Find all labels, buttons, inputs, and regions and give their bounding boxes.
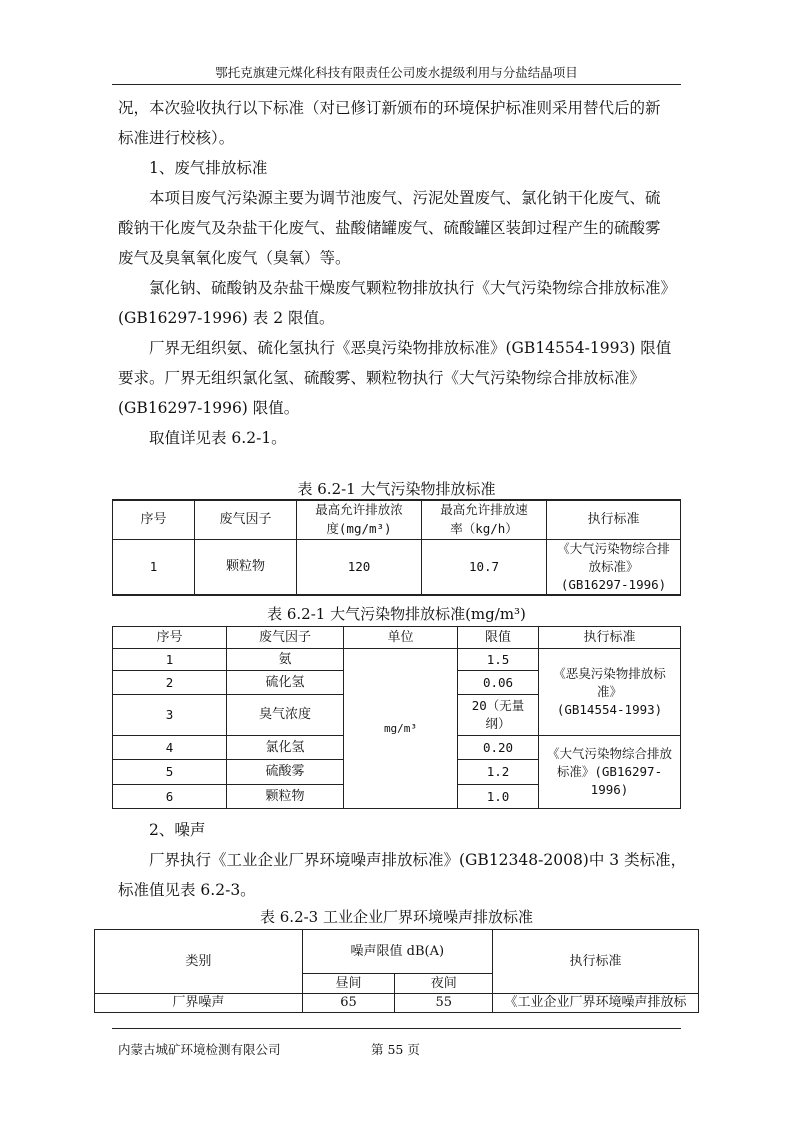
table-air-emission-boundary	[112, 626, 681, 809]
cell-line: (GB16297-1996)	[560, 577, 667, 592]
cell-limit: 1.2	[458, 760, 539, 785]
cell-line: 《大气污染物综合排	[557, 541, 670, 556]
cell-line: 纲）	[485, 716, 511, 731]
cell-unit: mg/m³	[344, 649, 458, 809]
th-standard: 执行标准	[547, 500, 681, 540]
cell-rate: 10.7	[422, 540, 547, 596]
table3-caption: 表 6.2-3 工业企业厂界环境噪声排放标准	[259, 908, 533, 926]
table2-caption: 表 6.2-1 大气污染物排放标准(mg/m³)	[267, 605, 526, 623]
cell-conc: 120	[297, 540, 422, 596]
cell-factor: 氨	[227, 649, 344, 671]
cell-line: (GB14554-1993)	[556, 702, 663, 717]
text-line: 厂界无组织氨、硫化氢执行《恶臭污染物排放标准》(GB14554-1993) 限值	[149, 339, 672, 357]
header-divider	[112, 84, 681, 85]
text-line: 标准进行校核）。	[118, 129, 235, 147]
th-limit: 限值	[458, 627, 539, 649]
cell-limit: 0.06	[458, 671, 539, 695]
th-no: 序号	[113, 627, 227, 649]
th-concentration	[297, 500, 422, 540]
cell-no: 5	[113, 760, 227, 785]
th-unit: 单位	[344, 627, 458, 649]
text-line: 要求。厂界无组织氯化氢、硫酸雾、颗粒物执行《大气污染物综合排放标准》	[118, 369, 646, 387]
paragraph-noise	[118, 815, 687, 905]
cell-no: 2	[113, 671, 227, 695]
text-line: 厂界执行《工业企业厂界环境噪声排放标准》(GB12348-2008)中 3 类标准，	[149, 851, 687, 869]
cell-limit: 0.20	[458, 736, 539, 760]
cell-no: 1	[113, 540, 195, 596]
cell-category: 厂界噪声	[95, 994, 303, 1013]
table-header-row	[95, 930, 699, 974]
section-heading-exhaust: 1、废气排放标准	[149, 159, 268, 177]
th-line: 度(mg/m³)	[326, 521, 392, 536]
table-air-emission-organized	[112, 499, 681, 596]
cell-no: 3	[113, 695, 227, 736]
cell-standard: 《工业企业厂界环境噪声排放标	[493, 994, 699, 1013]
cell-no: 4	[113, 736, 227, 760]
text-line: 废气及臭氧氧化废气（臭氧）等。	[118, 249, 351, 267]
cell-standard-air	[539, 736, 681, 809]
text-line: (GB16297-1996) 限值。	[118, 399, 300, 417]
cell-line: 《恶臭污染物排放标准》	[553, 666, 666, 699]
th-factor: 废气因子	[227, 627, 344, 649]
text-line: 本项目废气污染源主要为调节池废气、污泥处置废气、氯化钠干化废气、硫	[149, 189, 661, 207]
text-line: (GB16297-1996) 表 2 限值。	[118, 309, 335, 327]
text-line: 氯化钠、硫酸钠及杂盐干燥废气颗粒物排放执行《大气污染物综合排放标准》	[149, 279, 677, 297]
cell-factor: 硫酸雾	[227, 760, 344, 785]
cell-line: 标准》(GB16297-1996)	[556, 764, 663, 797]
th-night: 夜间	[395, 974, 493, 994]
cell-factor: 颗粒物	[195, 540, 297, 596]
th-rate	[422, 500, 547, 540]
cell-limit	[458, 695, 539, 736]
cell-no: 1	[113, 649, 227, 671]
cell-line: 放标准》	[588, 559, 639, 574]
cell-day: 65	[302, 994, 395, 1013]
paragraph-intro	[118, 93, 684, 453]
cell-factor: 氯化氢	[227, 736, 344, 760]
page-number: 第 55 页	[371, 1042, 420, 1057]
th-standard: 执行标准	[493, 930, 699, 994]
th-line: 率（kg/h）	[450, 521, 518, 536]
th-category: 类别	[95, 930, 303, 994]
footer-company: 内蒙古城矿环境检测有限公司	[118, 1042, 281, 1057]
page-header-title: 鄂托克旗建元煤化科技有限责任公司废水提级利用与分盐结晶项目	[215, 65, 578, 80]
table-noise-standard	[94, 929, 699, 1013]
cell-factor: 硫化氢	[227, 671, 344, 695]
cell-standard	[547, 540, 681, 596]
table-header-row	[113, 500, 681, 540]
text-line: 标准值见表 6.2-3。	[118, 881, 256, 899]
cell-factor: 颗粒物	[227, 785, 344, 809]
section-heading-noise: 2、噪声	[149, 821, 206, 839]
cell-line: 20（无量	[471, 698, 525, 713]
table-row	[113, 649, 681, 671]
th-no: 序号	[113, 500, 195, 540]
table-row	[95, 994, 699, 1013]
th-standard: 执行标准	[539, 627, 681, 649]
th-noise-limit: 噪声限值 dB(A)	[302, 930, 492, 974]
text-line: 况，本次验收执行以下标准（对已修订新颁布的环境保护标准则采用替代后的新	[118, 99, 661, 117]
cell-line: 《大气污染物综合排放	[546, 746, 672, 761]
text-line: 取值详见表 6.2-1。	[149, 429, 287, 447]
th-line: 最高允许排放速	[440, 502, 528, 517]
th-factor: 废气因子	[195, 500, 297, 540]
table1-caption: 表 6.2-1 大气污染物排放标准	[297, 480, 496, 498]
cell-limit: 1.0	[458, 785, 539, 809]
table-row	[113, 540, 681, 596]
table-header-row	[113, 627, 681, 649]
footer-divider	[112, 1028, 681, 1029]
cell-limit: 1.5	[458, 649, 539, 671]
cell-standard-odor	[539, 649, 681, 736]
cell-no: 6	[113, 785, 227, 809]
cell-night: 55	[395, 994, 493, 1013]
th-day: 昼间	[302, 974, 395, 994]
th-line: 最高允许排放浓	[315, 502, 403, 517]
cell-factor: 臭气浓度	[227, 695, 344, 736]
text-line: 酸钠干化废气及杂盐干化废气、盐酸储罐废气、硫酸罐区装卸过程产生的硫酸雾	[118, 219, 661, 237]
